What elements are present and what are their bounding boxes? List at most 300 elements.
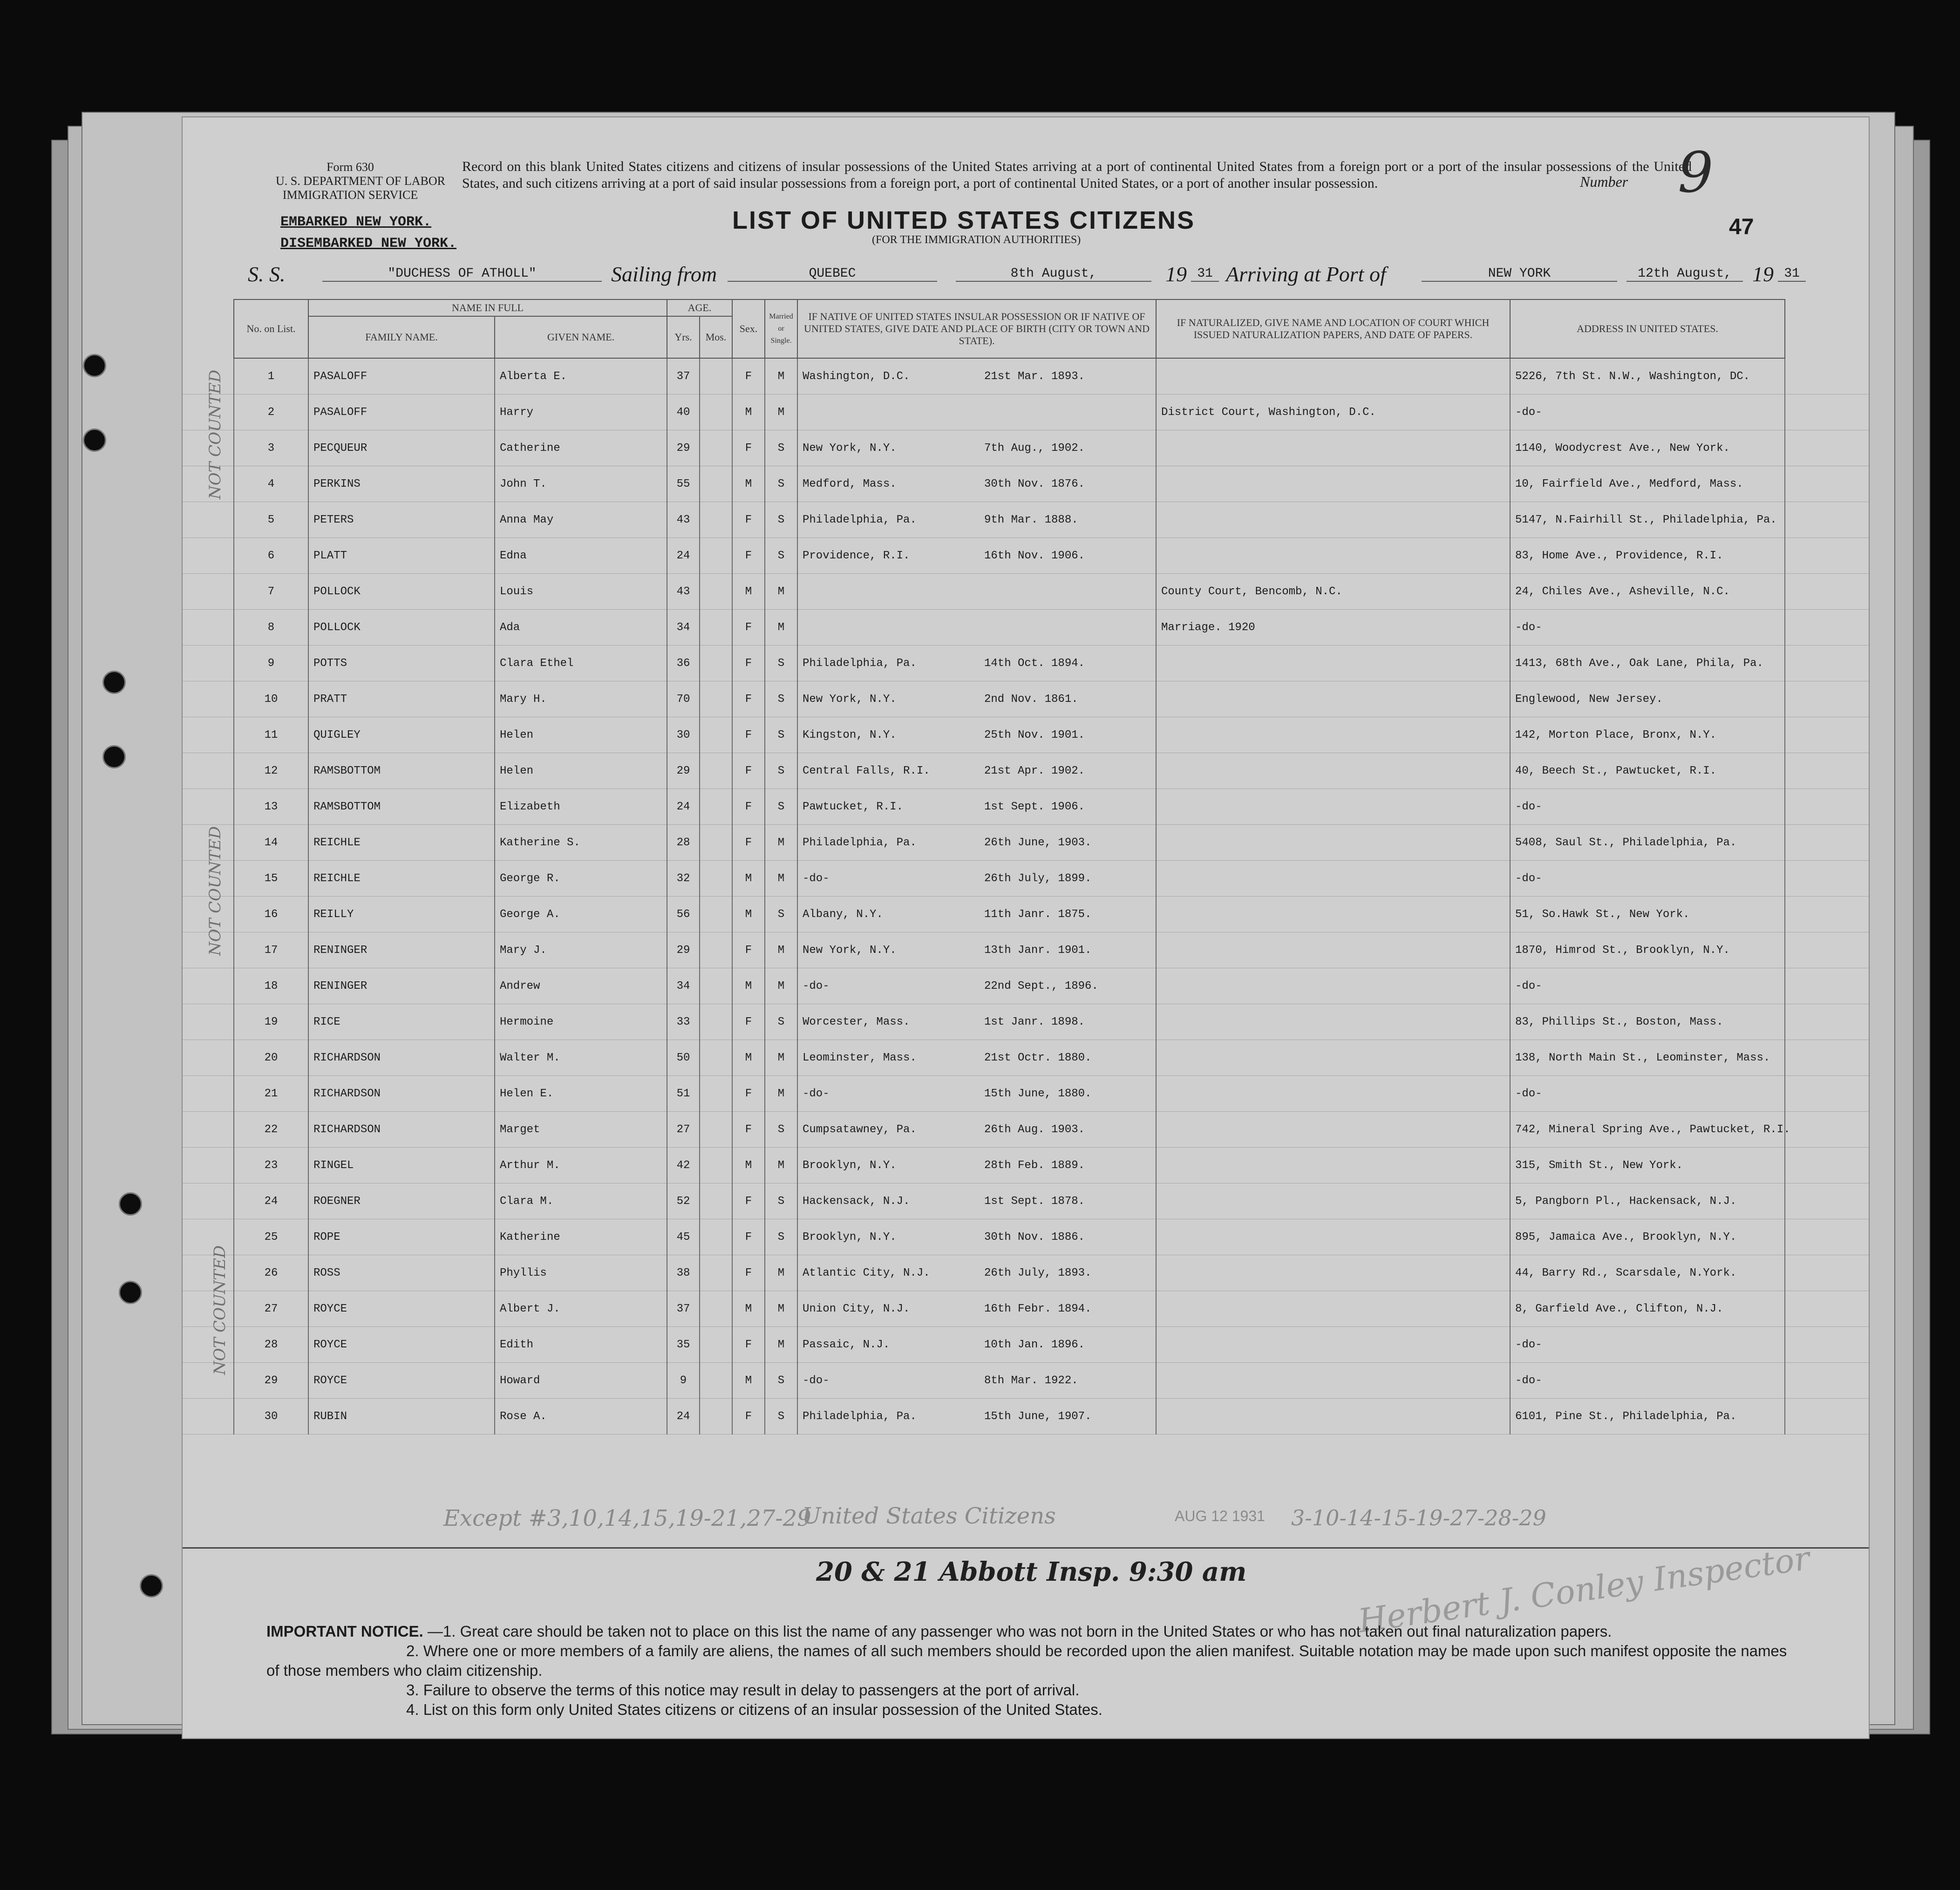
birth-cell	[797, 502, 1156, 538]
birth-cell	[797, 789, 1156, 825]
sex: F	[732, 932, 765, 968]
naturalization: District Court, Washington, D.C.	[1156, 394, 1510, 430]
age-months	[700, 968, 732, 1004]
ss-label: S. S.	[248, 262, 286, 286]
divider	[183, 1547, 1869, 1549]
row-number: 29	[234, 1363, 308, 1399]
row-number: 3	[234, 430, 308, 466]
age-years: 37	[667, 1291, 700, 1327]
birth-cell	[797, 610, 1156, 646]
birth-cell	[797, 1183, 1156, 1219]
binder-hole	[140, 1574, 163, 1598]
table-row	[183, 861, 1869, 897]
given-name: Edith	[495, 1327, 667, 1363]
birth-place: New York, N.Y.	[803, 442, 897, 455]
col-given-name: GIVEN NAME.	[495, 316, 667, 358]
col-naturalized: IF NATURALIZED, GIVE NAME AND LOCATION OF COURT WHICH ISSUED NATURALIZATION PAPERS, AND DATE OF PAPERS.	[1156, 299, 1510, 358]
family-name: ROYCE	[308, 1363, 495, 1399]
age-months	[700, 1219, 732, 1255]
notice-item: —1. Great care should be taken not to place on this list the name of any passenger who was not born in the United States or who has not taken out final naturalization papers.	[427, 1623, 1612, 1640]
naturalization	[1156, 1363, 1510, 1399]
birth-place: New York, N.Y.	[803, 693, 897, 706]
birth-date: 13th Janr. 1901.	[984, 944, 1092, 957]
birth-cell	[797, 861, 1156, 897]
margin-cell	[183, 681, 234, 717]
year-prefix: 19	[1752, 262, 1774, 286]
family-name: POLLOCK	[308, 574, 495, 610]
address: 44, Barry Rd., Scarsdale, N.York.	[1510, 1255, 1785, 1291]
table-row	[183, 1399, 1869, 1434]
margin-cell	[1785, 1004, 1869, 1040]
table-row	[183, 502, 1869, 538]
margin-note: NOT COUNTED	[206, 369, 225, 499]
age-years: 29	[667, 753, 700, 789]
address: 40, Beech St., Pawtucket, R.I.	[1510, 753, 1785, 789]
birth-cell	[797, 1399, 1156, 1434]
given-name: George R.	[495, 861, 667, 897]
margin-cell	[1785, 1219, 1869, 1255]
notice-item: 3. Failure to observe the terms of this notice may result in delay to passengers at the port of arrival.	[406, 1681, 1080, 1699]
address: 51, So.Hawk St., New York.	[1510, 897, 1785, 932]
age-years: 50	[667, 1040, 700, 1076]
birth-place: Kingston, N.Y.	[803, 728, 897, 741]
row-number: 9	[234, 646, 308, 681]
address: Englewood, New Jersey.	[1510, 681, 1785, 717]
birth-cell	[797, 1040, 1156, 1076]
family-name: RICE	[308, 1004, 495, 1040]
row-number: 21	[234, 1076, 308, 1112]
table-row	[183, 1148, 1869, 1183]
col-address: ADDRESS IN UNITED STATES.	[1510, 299, 1785, 358]
sex: M	[732, 466, 765, 502]
sex: F	[732, 1112, 765, 1148]
family-name: RICHARDSON	[308, 1112, 495, 1148]
margin-cell	[1785, 932, 1869, 968]
birth-date: 8th Mar. 1922.	[984, 1374, 1078, 1387]
family-name: PLATT	[308, 538, 495, 574]
naturalization	[1156, 825, 1510, 861]
family-name: RENINGER	[308, 932, 495, 968]
birth-place: Pawtucket, R.I.	[803, 800, 904, 813]
age-years: 24	[667, 538, 700, 574]
family-name: RICHARDSON	[308, 1040, 495, 1076]
address: 83, Phillips St., Boston, Mass.	[1510, 1004, 1785, 1040]
table-row	[183, 1363, 1869, 1399]
row-number: 11	[234, 717, 308, 753]
given-name: Marget	[495, 1112, 667, 1148]
table-row	[183, 646, 1869, 681]
age-years: 55	[667, 466, 700, 502]
margin-cell	[1785, 1183, 1869, 1219]
margin-cell	[1785, 825, 1869, 861]
naturalization	[1156, 897, 1510, 932]
family-name: REILLY	[308, 897, 495, 932]
table-row	[183, 789, 1869, 825]
age-years: 40	[667, 394, 700, 430]
disembarked-stamp: DISEMBARKED NEW YORK.	[280, 236, 457, 252]
address: -do-	[1510, 861, 1785, 897]
row-number: 24	[234, 1183, 308, 1219]
sex: F	[732, 1327, 765, 1363]
margin-cell	[183, 1183, 234, 1219]
table-row	[183, 394, 1869, 430]
row-number: 10	[234, 681, 308, 717]
birth-place: -do-	[803, 1087, 830, 1100]
sex: F	[732, 1255, 765, 1291]
sex: F	[732, 430, 765, 466]
age-years: 45	[667, 1219, 700, 1255]
inspector-signature: Herbert J. Conley Inspector	[1356, 1539, 1812, 1640]
family-name: REICHLE	[308, 825, 495, 861]
margin-cell	[1785, 897, 1869, 932]
birth-cell	[797, 1363, 1156, 1399]
birth-place: Brooklyn, N.Y.	[803, 1159, 897, 1172]
sex: F	[732, 1219, 765, 1255]
page-subtitle: (FOR THE IMMIGRATION AUTHORITIES)	[872, 234, 1081, 246]
family-name: PECQUEUR	[308, 430, 495, 466]
birth-place: -do-	[803, 1374, 830, 1387]
sex: M	[732, 968, 765, 1004]
margin-cell	[183, 1399, 234, 1434]
naturalization	[1156, 1040, 1510, 1076]
birth-cell	[797, 681, 1156, 717]
marital-status: M	[765, 1291, 797, 1327]
given-name: Mary H.	[495, 681, 667, 717]
birth-date: 15th June, 1880.	[984, 1087, 1092, 1100]
address: 895, Jamaica Ave., Brooklyn, N.Y.	[1510, 1219, 1785, 1255]
sailing-label: Sailing from	[611, 262, 717, 286]
inspector-note: 20 & 21 Abbott Insp. 9:30 am	[816, 1557, 1247, 1587]
family-name: RUBIN	[308, 1399, 495, 1434]
marital-status: S	[765, 646, 797, 681]
margin-cell	[1785, 1363, 1869, 1399]
margin-cell	[183, 502, 234, 538]
date-stamp: AUG 12 1931	[1175, 1508, 1265, 1524]
address: 138, North Main St., Leominster, Mass.	[1510, 1040, 1785, 1076]
sailing-date: 8th August,	[956, 266, 1151, 282]
address: 6101, Pine St., Philadelphia, Pa.	[1510, 1399, 1785, 1434]
citizens-note: United States Citizens	[802, 1503, 1056, 1529]
family-name: ROSS	[308, 1255, 495, 1291]
birth-place: Albany, N.Y.	[803, 908, 883, 921]
binder-hole	[119, 1281, 142, 1304]
notice-item: 4. List on this form only United States citizens or citizens of an insular possession of the United States.	[406, 1701, 1102, 1718]
birth-date: 21st Octr. 1880.	[984, 1051, 1092, 1064]
age-years: 37	[667, 358, 700, 394]
age-months	[700, 574, 732, 610]
row-number: 6	[234, 538, 308, 574]
age-months	[700, 1363, 732, 1399]
birth-cell	[797, 1076, 1156, 1112]
col-birth: IF NATIVE OF UNITED STATES INSULAR POSSESSION OR IF NATIVE OF UNITED STATES, GIVE DATE AND PLACE OF BIRTH (CITY OR TOWN AND STATE).	[797, 299, 1156, 358]
age-months	[700, 932, 732, 968]
passenger-table	[183, 299, 1869, 1434]
given-name: John T.	[495, 466, 667, 502]
birth-place: Atlantic City, N.J.	[803, 1266, 930, 1279]
birth-cell	[797, 1291, 1156, 1327]
form-id-block	[276, 160, 445, 202]
given-name: Phyllis	[495, 1255, 667, 1291]
birth-place: Philadelphia, Pa.	[803, 1410, 917, 1423]
naturalization	[1156, 717, 1510, 753]
embarked-stamp: EMBARKED NEW YORK.	[280, 214, 432, 230]
marital-status: S	[765, 789, 797, 825]
naturalization	[1156, 932, 1510, 968]
notice-item: 2. Where one or more members of a family are aliens, the names of all such members should be recorded upon the alien manifest. Suitable notation may be made upon such manifest opposite the names of those members who claim citizenship.	[266, 1642, 1787, 1679]
birth-cell	[797, 753, 1156, 789]
naturalization	[1156, 1219, 1510, 1255]
sex: F	[732, 646, 765, 681]
birth-place: Philadelphia, Pa.	[803, 657, 917, 670]
margin-cell	[1785, 646, 1869, 681]
age-months	[700, 861, 732, 897]
row-number: 1	[234, 358, 308, 394]
table-row	[183, 1255, 1869, 1291]
birth-cell	[797, 897, 1156, 932]
given-name: Ada	[495, 610, 667, 646]
address: -do-	[1510, 1327, 1785, 1363]
birth-date: 30th Nov. 1876.	[984, 477, 1085, 490]
age-years: 30	[667, 717, 700, 753]
col-sex: Sex.	[732, 299, 765, 358]
family-name: PETERS	[308, 502, 495, 538]
birth-date: 11th Janr. 1875.	[984, 908, 1092, 921]
age-months	[700, 1327, 732, 1363]
margin-cell	[1785, 466, 1869, 502]
birth-date: 1st Sept. 1906.	[984, 800, 1085, 813]
age-months	[700, 646, 732, 681]
sex: M	[732, 1040, 765, 1076]
margin-cell	[1785, 394, 1869, 430]
family-name: ROYCE	[308, 1291, 495, 1327]
birth-cell	[797, 1255, 1156, 1291]
birth-cell	[797, 394, 1156, 430]
arriving-year: 31	[1778, 266, 1806, 282]
given-name: Harry	[495, 394, 667, 430]
marital-status: S	[765, 1363, 797, 1399]
sex: M	[732, 861, 765, 897]
marital-status: S	[765, 681, 797, 717]
birth-place: Providence, R.I.	[803, 549, 910, 562]
age-months	[700, 1399, 732, 1434]
birth-place: Medford, Mass.	[803, 477, 897, 490]
marital-status: M	[765, 861, 797, 897]
age-months	[700, 1183, 732, 1219]
address: 10, Fairfield Ave., Medford, Mass.	[1510, 466, 1785, 502]
sex: M	[732, 574, 765, 610]
margin-cell	[1785, 358, 1869, 394]
marital-status: S	[765, 1399, 797, 1434]
birth-date: 16th Febr. 1894.	[984, 1302, 1092, 1315]
marital-status: M	[765, 1076, 797, 1112]
age-months	[700, 1004, 732, 1040]
family-name: RENINGER	[308, 968, 495, 1004]
margin-cell	[1785, 681, 1869, 717]
manifest-page	[182, 116, 1870, 1739]
address: 5147, N.Fairhill St., Philadelphia, Pa.	[1510, 502, 1785, 538]
family-name: RAMSBOTTOM	[308, 789, 495, 825]
table-row	[183, 932, 1869, 968]
age-years: 24	[667, 789, 700, 825]
age-years: 28	[667, 825, 700, 861]
address: 5408, Saul St., Philadelphia, Pa.	[1510, 825, 1785, 861]
given-name: Helen	[495, 753, 667, 789]
table-row	[183, 538, 1869, 574]
given-name: Helen E.	[495, 1076, 667, 1112]
table-row	[183, 1183, 1869, 1219]
age-years: 29	[667, 430, 700, 466]
col-family-name: FAMILY NAME.	[308, 316, 495, 358]
birth-cell	[797, 1219, 1156, 1255]
form-number: Form 630	[327, 160, 374, 174]
sex: M	[732, 1363, 765, 1399]
birth-place: Passaic, N.J.	[803, 1338, 890, 1351]
margin-cell	[183, 1076, 234, 1112]
margin-note: NOT COUNTED	[211, 1245, 229, 1375]
row-number: 15	[234, 861, 308, 897]
sex: F	[732, 717, 765, 753]
margin-cell	[1785, 1327, 1869, 1363]
table-row	[183, 1040, 1869, 1076]
margin-cell	[1785, 610, 1869, 646]
given-name: Hermoine	[495, 1004, 667, 1040]
service-name: IMMIGRATION SERVICE	[282, 188, 418, 202]
margin-cell	[1785, 717, 1869, 753]
birth-date: 1st Sept. 1878.	[984, 1195, 1085, 1208]
margin-cell	[1785, 1040, 1869, 1076]
marital-status: S	[765, 1219, 797, 1255]
address: -do-	[1510, 1076, 1785, 1112]
table-row	[183, 574, 1869, 610]
age-years: 70	[667, 681, 700, 717]
given-name: Alberta E.	[495, 358, 667, 394]
marital-status: S	[765, 897, 797, 932]
arriving-label: Arriving at Port of	[1226, 262, 1386, 286]
birth-place: -do-	[803, 872, 830, 885]
family-name: PASALOFF	[308, 394, 495, 430]
age-years: 29	[667, 932, 700, 968]
table-row	[183, 1076, 1869, 1112]
family-name: POTTS	[308, 646, 495, 681]
age-months	[700, 789, 732, 825]
naturalization	[1156, 753, 1510, 789]
col-name-in-full: NAME IN FULL	[308, 299, 667, 316]
binder-hole	[102, 671, 126, 694]
address: 142, Morton Place, Bronx, N.Y.	[1510, 717, 1785, 753]
list-number: 9	[1678, 141, 1714, 205]
sex: M	[732, 394, 765, 430]
birth-cell	[797, 1148, 1156, 1183]
naturalization	[1156, 1399, 1510, 1434]
row-number: 2	[234, 394, 308, 430]
row-number: 4	[234, 466, 308, 502]
marital-status: S	[765, 1183, 797, 1219]
sex: F	[732, 358, 765, 394]
row-number: 27	[234, 1291, 308, 1327]
margin-cell	[183, 538, 234, 574]
address: 5, Pangborn Pl., Hackensack, N.J.	[1510, 1183, 1785, 1219]
naturalization: County Court, Bencomb, N.C.	[1156, 574, 1510, 610]
sex: F	[732, 1399, 765, 1434]
year-prefix: 19	[1165, 262, 1187, 286]
margin-cell	[1785, 1255, 1869, 1291]
given-name: Mary J.	[495, 932, 667, 968]
margin-cell	[183, 1112, 234, 1148]
binder-hole	[83, 428, 106, 452]
marital-status: M	[765, 610, 797, 646]
naturalization	[1156, 1148, 1510, 1183]
given-name: Helen	[495, 717, 667, 753]
margin-cell	[183, 1004, 234, 1040]
margin-cell	[183, 968, 234, 1004]
number-label: Number	[1580, 173, 1628, 190]
sex: F	[732, 1004, 765, 1040]
birth-place: -do-	[803, 979, 830, 993]
binder-hole	[102, 745, 126, 768]
row-number: 14	[234, 825, 308, 861]
birth-date: 25th Nov. 1901.	[984, 728, 1085, 741]
birth-date: 21st Mar. 1893.	[984, 370, 1085, 383]
age-months	[700, 1255, 732, 1291]
address: 8, Garfield Ave., Clifton, N.J.	[1510, 1291, 1785, 1327]
margin-cell	[183, 1040, 234, 1076]
naturalization	[1156, 1327, 1510, 1363]
marital-status: S	[765, 1112, 797, 1148]
col-married: Married or Single.	[765, 299, 797, 358]
birth-place: Leominster, Mass.	[803, 1051, 917, 1064]
given-name: Clara Ethel	[495, 646, 667, 681]
age-years: 43	[667, 574, 700, 610]
family-name: RAMSBOTTOM	[308, 753, 495, 789]
page-stamp: 47	[1729, 215, 1754, 239]
naturalization	[1156, 1076, 1510, 1112]
marital-status: S	[765, 1004, 797, 1040]
margin-cell	[1785, 753, 1869, 789]
given-name: Katherine S.	[495, 825, 667, 861]
birth-place: Central Falls, R.I.	[803, 764, 930, 777]
margin-cell	[183, 1148, 234, 1183]
age-months	[700, 394, 732, 430]
age-months	[700, 897, 732, 932]
col-yrs: Yrs.	[667, 316, 700, 358]
given-name: Howard	[495, 1363, 667, 1399]
birth-date: 10th Jan. 1896.	[984, 1338, 1085, 1351]
given-name: Albert J.	[495, 1291, 667, 1327]
sex: F	[732, 753, 765, 789]
birth-cell	[797, 825, 1156, 861]
marital-status: S	[765, 502, 797, 538]
address: -do-	[1510, 968, 1785, 1004]
marital-status: S	[765, 717, 797, 753]
marital-status: M	[765, 394, 797, 430]
margin-cell	[183, 789, 234, 825]
family-name: QUIGLEY	[308, 717, 495, 753]
row-number: 7	[234, 574, 308, 610]
count-note: 3-10-14-15-19-27-28-29	[1291, 1505, 1546, 1530]
marital-status: M	[765, 968, 797, 1004]
birth-date: 26th Aug. 1903.	[984, 1123, 1085, 1136]
age-years: 9	[667, 1363, 700, 1399]
naturalization	[1156, 789, 1510, 825]
given-name: Katherine	[495, 1219, 667, 1255]
binder-hole	[119, 1192, 142, 1216]
family-name: ROYCE	[308, 1327, 495, 1363]
sex: F	[732, 789, 765, 825]
age-years: 52	[667, 1183, 700, 1219]
birth-place: Cumpsatawney, Pa.	[803, 1123, 917, 1136]
margin-cell	[183, 753, 234, 789]
marital-status: M	[765, 1040, 797, 1076]
